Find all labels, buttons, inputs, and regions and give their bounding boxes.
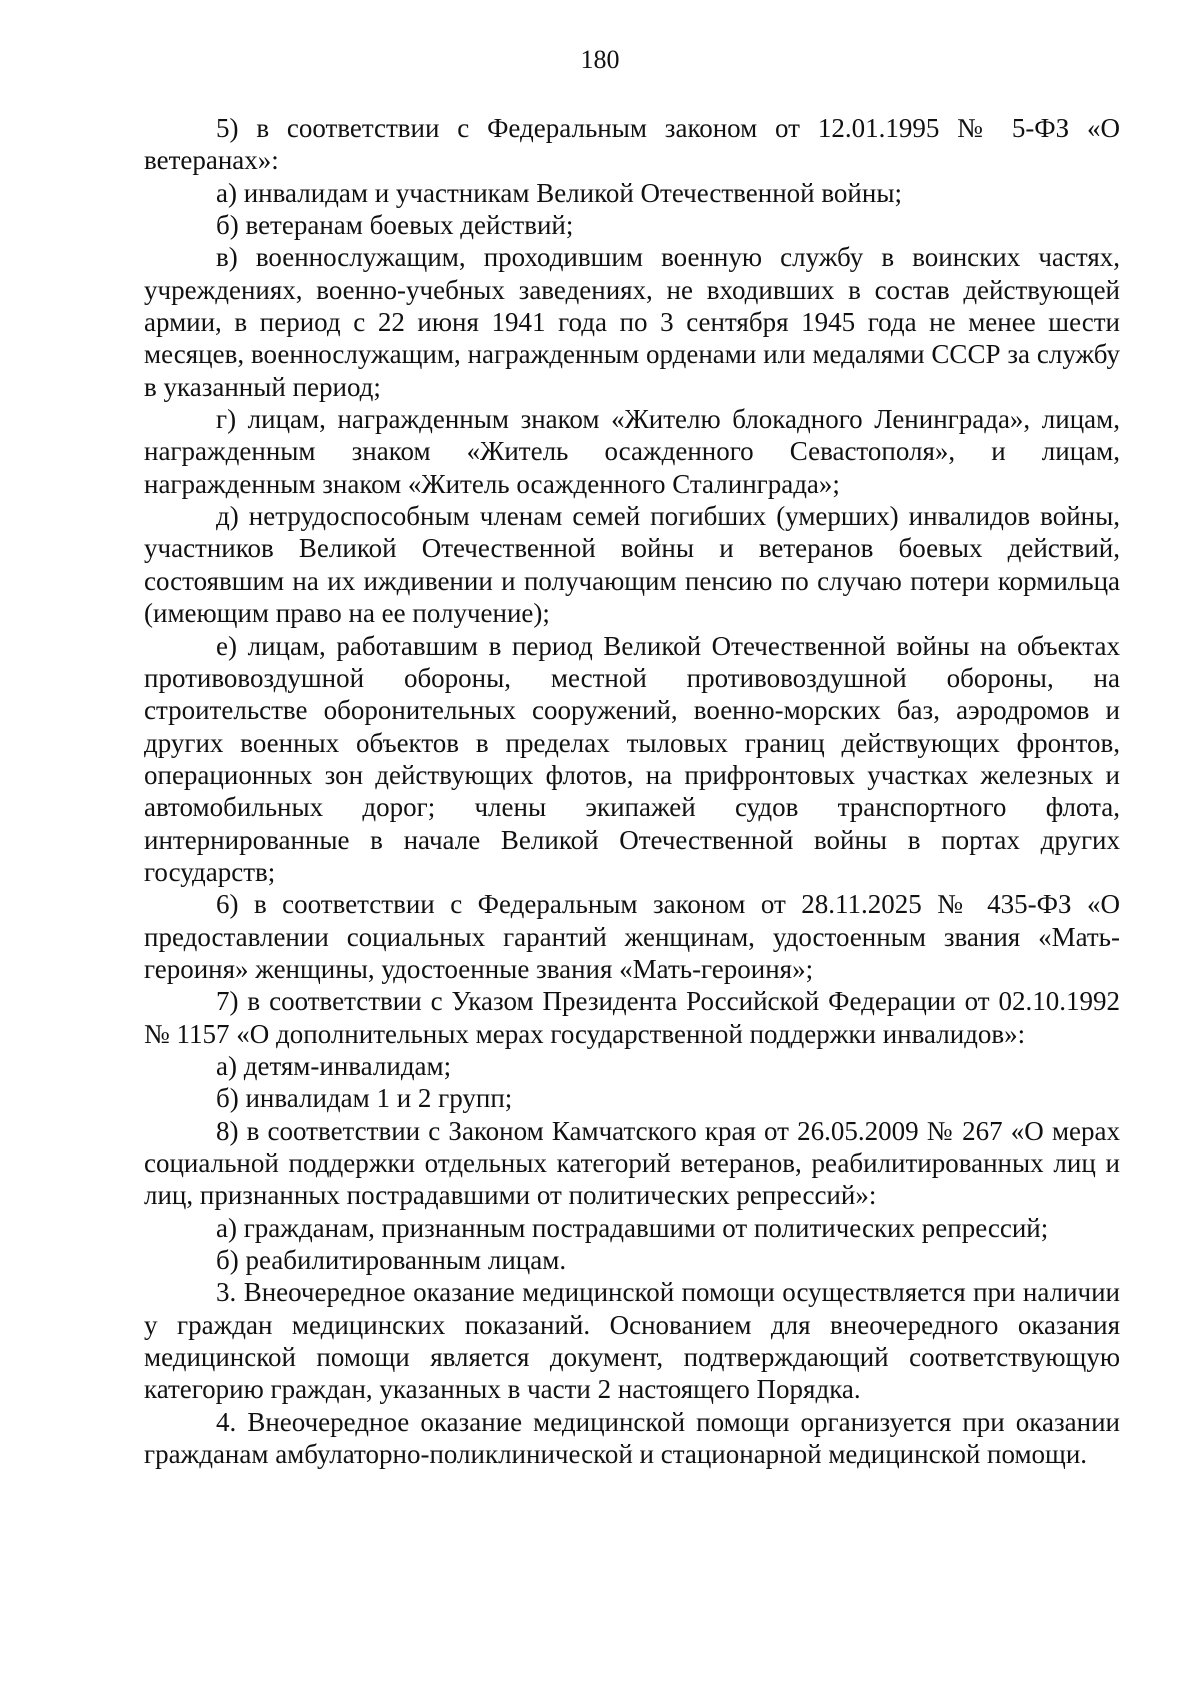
paragraph-subitem-b-rehabilitated: б) реабилитированным лицам. <box>216 1245 567 1276</box>
document-body <box>144 112 1120 1470</box>
paragraph-subitem-a-invalids-war: а) инвалидам и участникам Великой Отечественной войны; <box>216 177 902 208</box>
paragraph-subitem-a-repression-victims: а) гражданам, признанным пострадавшими от политических репрессий; <box>216 1212 1049 1243</box>
paragraph-item-8-kamchatka-law: 8) в соответствии с Законом Камчатского края от 26.05.2009 № 267 «О мерах социальной поддержки отдельных категорий ветеранов, реабилитированных лиц и лиц, признанных пострадавшими от политических репрессий»: <box>144 1115 1120 1211</box>
paragraph-subitem-v-servicemen: в) военнослужащим, проходившим военную службу в воинских частях, учреждениях, военно-учебных заведениях, не входивших в состав действующей армии, в период с 22 июня 1941 года по 3 сентября 1945 года не менее шести месяцев, военнослужащим, награжденным орденами или медалями СССР за службу в указанный период; <box>144 242 1120 402</box>
paragraph-subitem-e-home-front-workers: е) лицам, работавшим в период Великой Отечественной войны на объектах противовоздушной обороны, местной противовоздушной обороны, на строительстве оборонительных сооружений, военно-морских баз, аэродромов и других военных объектов в пределах тыловых границ действующих фронтов, операционных зон действующих флотов, на прифронтовых участках железных и автомобильных дорог; члены экипажей судов транспортного флота, интернированные в начале Великой Отечественной войны в портах других государств; <box>144 630 1120 887</box>
paragraph-clause-4: 4. Внеочередное оказание медицинской помощи организуется при оказании гражданам амбулаторно-поликлинической и стационарной медицинской помощи. <box>144 1406 1120 1470</box>
paragraph-subitem-g-siege-residents: г) лицам, награжденным знаком «Жителю блокадного Ленинграда», лицам, награжденным знаком «Житель осажденного Севастополя», и лицам, награжденным знаком «Житель осажденного Сталинграда»; <box>144 404 1120 499</box>
paragraph-subitem-b-combat-veterans: б) ветеранам боевых действий; <box>216 210 574 241</box>
paragraph-subitem-d-family-members: д) нетрудоспособным членам семей погибших (умерших) инвалидов войны, участников Великой Отечественной войны и ветеранов боевых действий, состоявшим на их иждивении и получающим пенсию по случаю потери кормильца (имеющим право на ее получение); <box>144 501 1120 629</box>
paragraph-subitem-b-disability-groups: б) инвалидам 1 и 2 групп; <box>216 1083 513 1114</box>
paragraph-item-6-mother-heroine: 6) в соответствии с Федеральным законом от 28.11.2025 № 435-ФЗ «О предоставлении социальных гарантий женщинам, удостоенным звания «Мать-героиня» женщины, удостоенные звания «Мать-героиня»; <box>144 889 1120 984</box>
paragraph-clause-3: 3. Внеочередное оказание медицинской помощи осуществляется при наличии у граждан медицинских показаний. Основанием для внеочередного оказания медицинской помощи является документ, подтверждающий соответствующую категорию граждан, указанных в части 2 настоящего Порядка. <box>144 1277 1120 1405</box>
paragraph-item-5-veterans-law: 5) в соответствии с Федеральным законом от 12.01.1995 № 5-ФЗ «О ветеранах»: <box>144 113 1120 176</box>
page-number: 180 <box>580 45 620 74</box>
paragraph-subitem-a-disabled-children: а) детям-инвалидам; <box>216 1050 452 1081</box>
paragraph-item-7-presidential-decree: 7) в соответствии с Указом Президента Российской Федерации от 02.10.1992 № 1157 «О дополнительных мерах государственной поддержки инвалидов»: <box>144 986 1120 1049</box>
